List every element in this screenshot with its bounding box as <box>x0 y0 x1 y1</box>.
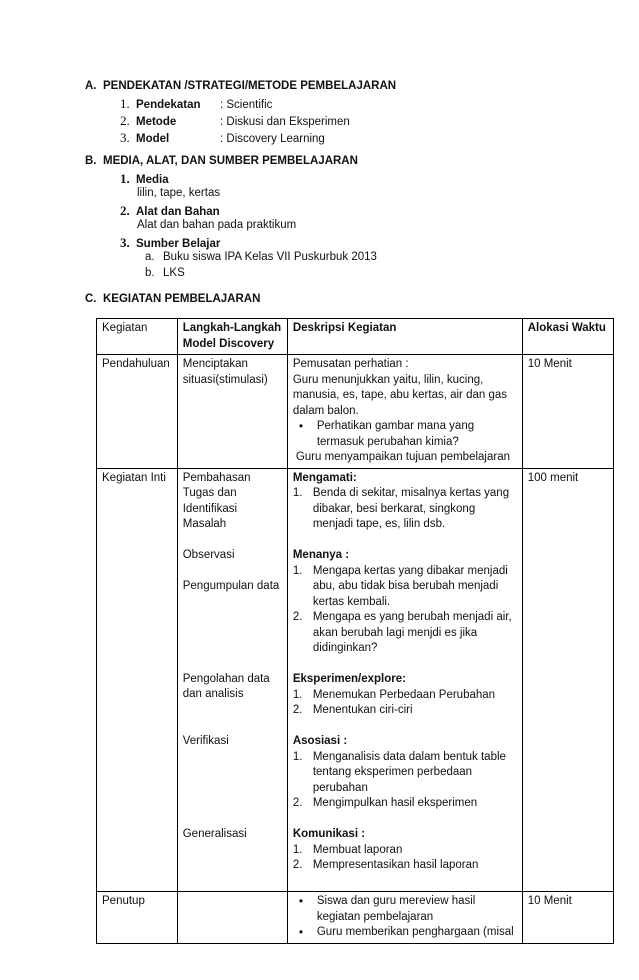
cell-langkah: Menciptakan situasi(stimulasi) <box>177 355 287 469</box>
bullet-item: • Siswa dan guru mereview hasil kegiatan pembelajaran <box>298 894 476 923</box>
table-row-pendahuluan <box>97 355 614 469</box>
cell-waktu: 100 menit <box>522 468 613 892</box>
list-item-desc: Alat dan bahan pada praktikum <box>137 219 297 231</box>
list-item: 2. Metode : Diskusi dan Eksperimen <box>120 113 350 128</box>
list-item: 2. Mengimpulkan hasil eksperimen <box>292 797 478 809</box>
list-item: 1. Mengapa kertas yang dibakar menjadi abu, abu tidak bisa berubah menjadi kertas kembali. <box>292 564 508 608</box>
list-item: 2. Mengapa es yang berubah menjadi air, akan berubah lagi menjdi es jika didinginkan? <box>292 611 512 654</box>
bullet-icon: • <box>298 925 304 939</box>
list-item: 1. Membuat laporan <box>292 843 403 856</box>
cell-langkah: Pembahasan Tugas dan Identifikasi Masalah Observasi Pengumpulan data Pengolahan data dan analisis Verifikasi Generalisasi <box>177 468 287 892</box>
header-alokasi: Alokasi Waktu <box>522 319 613 355</box>
eksperimen-title: Eksperimen/explore: <box>292 673 406 685</box>
table-row-inti <box>97 468 614 892</box>
list-item: 2. Menentukan ciri-ciri <box>292 704 413 716</box>
header-deskripsi: Deskripsi Kegiatan <box>287 319 522 355</box>
section-c-heading: C. KEGIATAN PEMBELAJARAN <box>85 293 261 305</box>
mengamati-title: Mengamati: <box>292 471 357 484</box>
header-kegiatan: Kegiatan <box>97 319 178 355</box>
cell-waktu: 10 Menit <box>522 355 613 469</box>
sub-list-item: a. Buku siswa IPA Kelas VII Puskurbuk 2013 <box>145 251 377 263</box>
list-item: 1. Benda di sekitar, misalnya kertas yang dibakar, besi berkarat, singkong menjadi tape, es, lilin dsb. <box>292 487 510 530</box>
list-item-desc: lilin, tape, kertas <box>137 187 221 199</box>
cell-deskripsi <box>287 468 522 892</box>
list-item: 1. Pendekatan : Scientific <box>120 96 273 111</box>
sub-list-item: b. LKS <box>145 267 185 279</box>
list-item: 3. Sumber Belajar <box>120 235 221 250</box>
bullet-icon: • <box>298 419 304 433</box>
section-b-heading: B. MEDIA, ALAT, DAN SUMBER PEMBELAJARAN <box>85 155 358 167</box>
asosiasi-title: Asosiasi : <box>292 735 348 747</box>
cell-kegiatan: Penutup <box>97 892 178 944</box>
cell-langkah <box>177 892 287 944</box>
list-item: 1. Menemukan Perbedaan Perubahan <box>292 688 496 701</box>
menanya-title: Menanya : <box>292 549 350 561</box>
list-item: 1. Media <box>120 171 169 186</box>
section-title: PENDEKATAN /STRATEGI/METODE PEMBELAJARAN <box>103 80 397 92</box>
table-header-row <box>97 319 614 355</box>
list-item: 3. Model : Discovery Learning <box>120 130 325 145</box>
komunikasi-title: Komunikasi : <box>292 828 366 840</box>
header-langkah: Langkah-Langkah Model Discovery <box>177 319 287 355</box>
bullet-icon: • <box>298 894 304 908</box>
kegiatan-table <box>96 318 614 944</box>
cell-deskripsi <box>287 892 522 944</box>
section-a-heading <box>85 80 396 92</box>
list-item: 2. Alat dan Bahan <box>120 203 220 218</box>
bullet-item: • Guru memberikan penghargaan (misal <box>298 925 514 939</box>
cell-deskripsi: Pemusatan perhatian : Guru menunjukkan yaitu, lilin, kucing, manusia, es, tape, abu kertas, air dan gas dalam balon. • Perhatikan gambar mana yang termasuk perubahan kimia? Guru menyampaikan tujuan pembelajaran <box>287 355 522 469</box>
list-item: 1. Menganalisis data dalam bentuk table tentang eksperimen perbedaan perubahan <box>292 750 506 794</box>
section-letter: A. <box>85 80 97 92</box>
list-item: 2. Mempresentasikan hasil laporan <box>292 859 479 871</box>
table-row-penutup <box>97 892 614 944</box>
cell-waktu: 10 Menit <box>522 892 613 944</box>
bullet-item: • Perhatikan gambar mana yang termasuk perubahan kimia? <box>298 419 475 448</box>
cell-kegiatan: Kegiatan Inti <box>97 468 178 892</box>
cell-kegiatan: Pendahuluan <box>97 355 178 469</box>
